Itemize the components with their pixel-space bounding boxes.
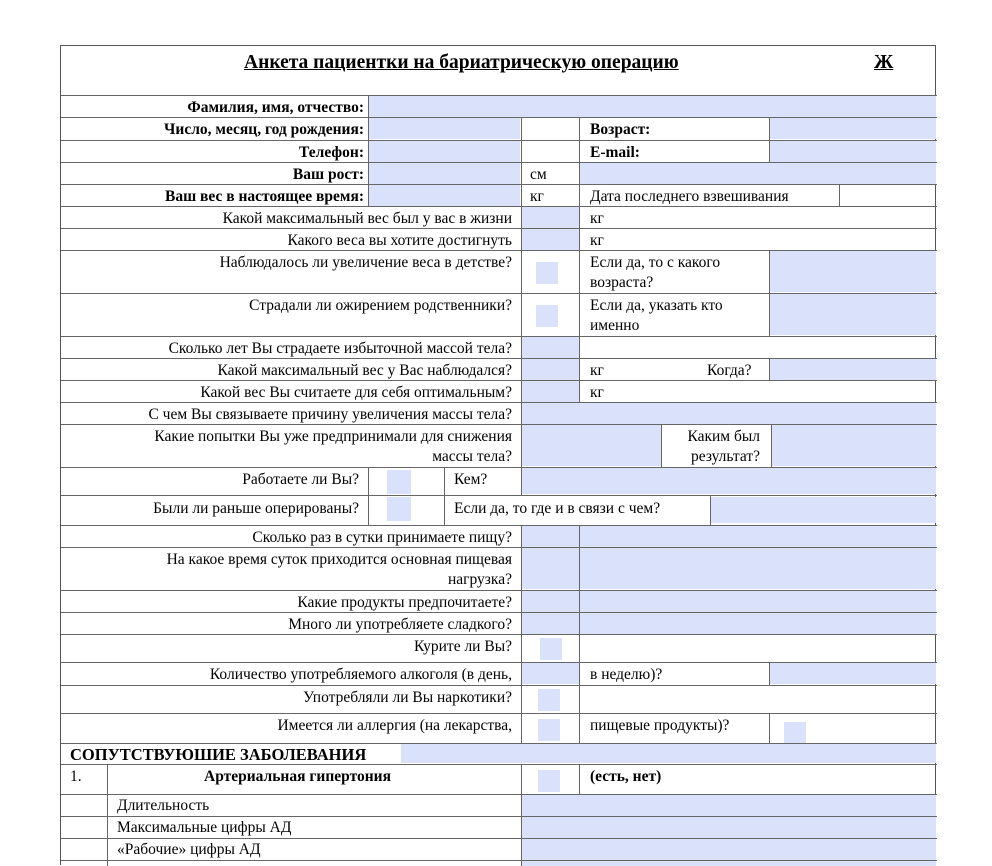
- main-meal-extra-field[interactable]: [580, 548, 936, 589]
- weight-input[interactable]: [369, 185, 520, 206]
- childhood-age-label-line1: Если да, то с какого: [590, 254, 721, 271]
- working-label: Работаете ли Вы?: [242, 471, 359, 488]
- occupation-input[interactable]: [522, 468, 936, 494]
- alcohol-week-input[interactable]: [770, 663, 936, 684]
- meals-label: Сколько раз в сутки принимаете пищу?: [252, 529, 512, 546]
- duration-label: Длительность: [117, 797, 210, 814]
- years-overweight-label: Сколько лет Вы страдаете избыточной массой тела?: [168, 340, 512, 357]
- allergy-drugs-checkbox[interactable]: [538, 719, 560, 741]
- cause-input[interactable]: [522, 403, 936, 424]
- smoking-checkbox[interactable]: [540, 638, 562, 660]
- optimal-weight-input[interactable]: [522, 381, 579, 402]
- weight-label: Ваш вес в настоящее время:: [165, 188, 364, 205]
- meals-extra-field[interactable]: [580, 526, 936, 547]
- comorbidity-number: 1.: [70, 768, 82, 785]
- working-bp-input[interactable]: [522, 839, 936, 860]
- form-title: Анкета пациентки на бариатрическую операцию: [244, 52, 679, 73]
- operated-checkbox[interactable]: [387, 497, 411, 521]
- comorbidities-header-band: [401, 744, 936, 763]
- relatives-who-label-line2: именно: [590, 317, 640, 334]
- working-bp-label: «Рабочие» цифры АД: [117, 841, 261, 858]
- childhood-age-label-line2: возраста?: [590, 274, 654, 291]
- optimal-weight-unit: кг: [590, 384, 604, 401]
- years-overweight-input[interactable]: [522, 337, 579, 358]
- meals-input[interactable]: [522, 526, 579, 547]
- sweets-extra-field[interactable]: [580, 613, 936, 634]
- hypertension-label: Артериальная гипертония: [204, 768, 391, 785]
- height-label: Ваш рост:: [292, 166, 364, 183]
- relatives-label: Страдали ли ожирением родственники?: [249, 297, 512, 314]
- sweets-label: Много ли употребляете сладкого?: [288, 616, 512, 633]
- sex-mark: Ж: [874, 52, 894, 73]
- max-weight-life-unit: кг: [590, 210, 604, 227]
- attempts-label-line2: массы тела?: [432, 448, 512, 465]
- result-input[interactable]: [772, 425, 936, 466]
- optimal-weight-label: Какой вес Вы считаете для себя оптимальным?: [200, 384, 512, 401]
- target-weight-unit: кг: [590, 232, 604, 249]
- weight-unit: кг: [530, 188, 544, 205]
- main-meal-label-line1: На какое время суток приходится основная пищевая: [166, 551, 512, 568]
- when-label: Когда?: [707, 362, 752, 379]
- operated-details-input[interactable]: [711, 497, 936, 523]
- main-meal-input[interactable]: [522, 548, 579, 589]
- relatives-who-label-line1: Если да, указать кто: [590, 297, 723, 314]
- drugs-checkbox[interactable]: [538, 689, 560, 711]
- attempts-label-line1: Какие попытки Вы уже предпринимали для снижения: [154, 428, 512, 445]
- fio-input[interactable]: [369, 96, 936, 117]
- preferred-food-input[interactable]: [522, 591, 579, 612]
- when-input[interactable]: [770, 359, 936, 380]
- next-row-input[interactable]: [522, 861, 936, 866]
- target-weight-input[interactable]: [522, 229, 579, 250]
- height-input[interactable]: [369, 163, 520, 184]
- max-observed-input[interactable]: [522, 359, 579, 380]
- working-checkbox[interactable]: [387, 470, 411, 494]
- preferred-food-label: Какие продукты предпочитаете?: [297, 594, 512, 611]
- birth-date-input[interactable]: [369, 118, 520, 139]
- drugs-label: Употребляли ли Вы наркотики?: [303, 689, 512, 706]
- result-label-line1: Каким был: [687, 428, 760, 445]
- max-bp-input[interactable]: [522, 817, 936, 838]
- preferred-food-extra-field[interactable]: [580, 591, 936, 612]
- max-weight-life-input[interactable]: [522, 207, 579, 228]
- age-label: Возраст:: [590, 121, 651, 138]
- alcohol-day-label: Количество употребляемого алкоголя (в день,: [209, 666, 512, 683]
- relatives-who-input[interactable]: [770, 294, 936, 335]
- relatives-checkbox[interactable]: [536, 305, 558, 327]
- childhood-age-input[interactable]: [770, 251, 936, 292]
- max-weight-life-label: Какой максимальный вес был у вас в жизни: [222, 210, 512, 227]
- phone-input[interactable]: [369, 141, 520, 162]
- occupation-label: Кем?: [454, 471, 488, 488]
- height-extra-field[interactable]: [580, 163, 936, 184]
- result-label-line2: результат?: [691, 448, 760, 465]
- cause-label: С чем Вы связываете причину увеличения массы тела?: [148, 406, 512, 423]
- email-input[interactable]: [770, 141, 936, 162]
- smoking-label: Курите ли Вы?: [413, 638, 512, 655]
- alcohol-week-label: в неделю)?: [590, 666, 663, 683]
- max-bp-label: Максимальные цифры АД: [117, 819, 292, 836]
- fio-label: Фамилия, имя, отчество:: [187, 99, 364, 116]
- allergy-food-checkbox[interactable]: [784, 722, 806, 744]
- operated-label: Были ли раньше оперированы?: [153, 500, 359, 517]
- last-weighing-label: Дата последнего взвешивания: [590, 188, 789, 205]
- operated-details-label: Если да, то где и в связи с чем?: [454, 500, 661, 517]
- age-input[interactable]: [770, 118, 936, 139]
- max-observed-unit: кг: [590, 362, 604, 379]
- sweets-input[interactable]: [522, 613, 579, 634]
- target-weight-label: Какого веса вы хотите достигнуть: [287, 232, 512, 249]
- questionnaire-form: [60, 45, 936, 865]
- childhood-gain-checkbox[interactable]: [536, 262, 558, 284]
- hypertension-checkbox[interactable]: [538, 770, 560, 792]
- email-label: E-mail:: [590, 144, 640, 161]
- alcohol-day-input[interactable]: [522, 663, 579, 684]
- allergy-drugs-label: Имеется ли аллергия (на лекарства,: [277, 717, 512, 734]
- attempts-input[interactable]: [522, 425, 661, 466]
- allergy-food-label: пищевые продукты)?: [590, 717, 730, 734]
- height-unit: см: [530, 166, 547, 183]
- duration-input[interactable]: [522, 795, 936, 816]
- max-observed-label: Какой максимальный вес у Вас наблюдался?: [217, 362, 512, 379]
- hypertension-answer-hint: (есть, нет): [590, 768, 662, 785]
- comorbidities-header: СОПУТСТВУЮШИЕ ЗАБОЛЕВАНИЯ: [70, 745, 367, 764]
- phone-label: Телефон:: [299, 144, 364, 161]
- childhood-gain-label: Наблюдалось ли увеличение веса в детстве?: [219, 254, 512, 271]
- main-meal-label-line2: нагрузка?: [447, 571, 512, 588]
- birth-date-label: Число, месяц, год рождения:: [164, 121, 364, 138]
